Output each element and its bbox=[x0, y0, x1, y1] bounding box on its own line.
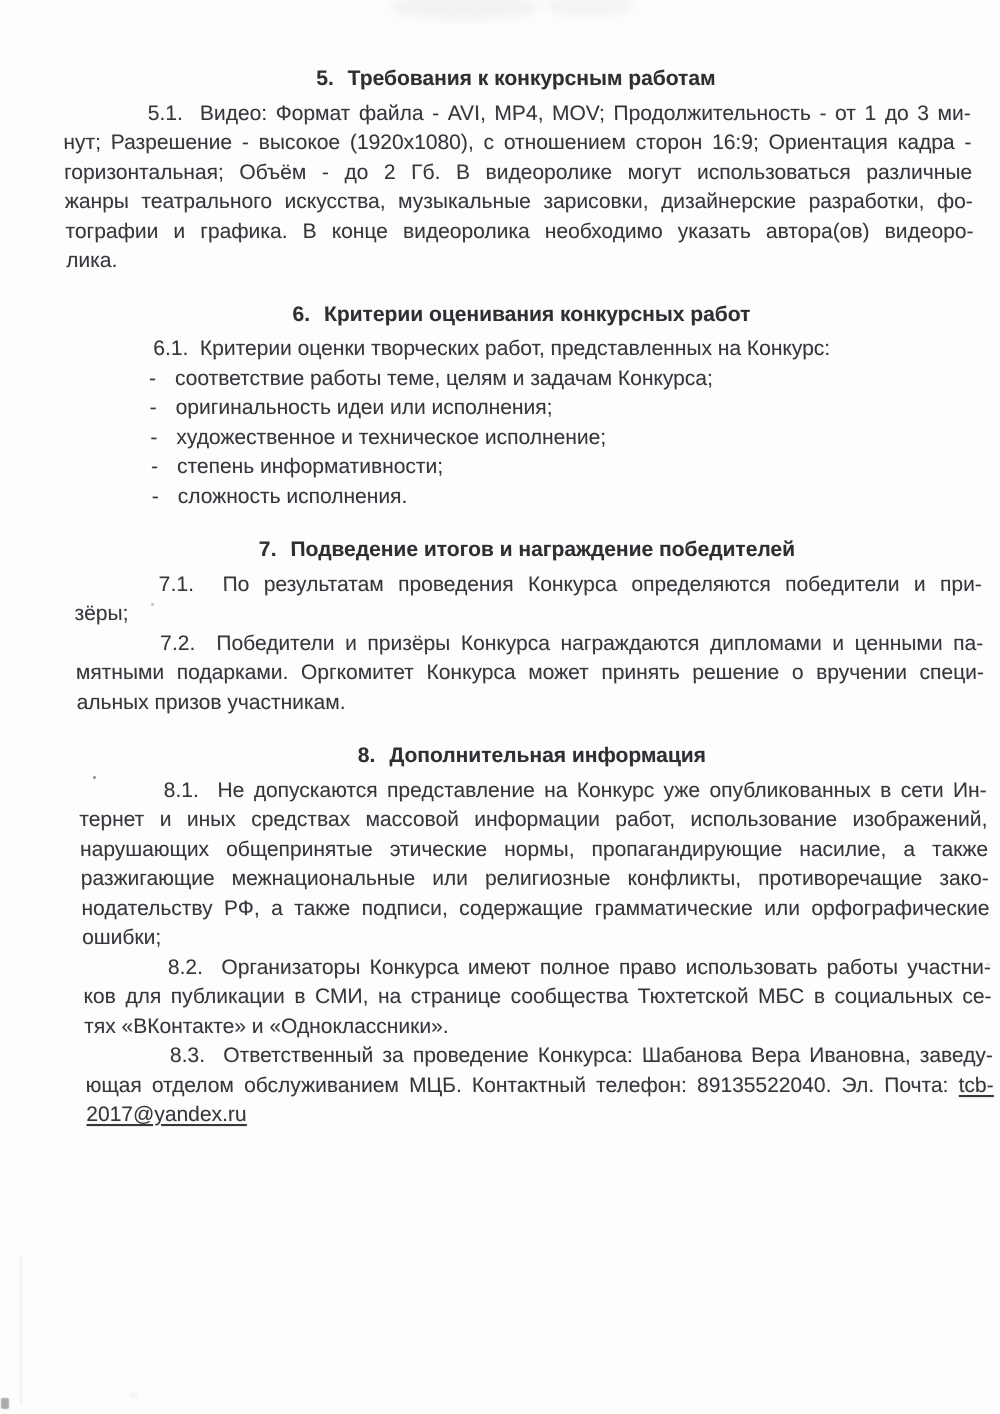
clause-6-1 bbox=[68, 334, 977, 364]
dash-bullet: - bbox=[149, 396, 157, 419]
text-line: жанры театрального искусства, музыкальные зарисовки, дизайнерские разработки, фо- bbox=[64, 190, 974, 213]
clause-5-1 bbox=[62, 99, 974, 276]
text-line: альных призов участникам. bbox=[76, 690, 346, 714]
text-line: ошибки; bbox=[81, 926, 162, 949]
clause-8-2 bbox=[82, 953, 992, 1042]
section-number: 6. bbox=[292, 302, 311, 326]
clause-7-1 bbox=[73, 570, 982, 629]
text-line: нут; Разрешение - высокое (1920х1080), с отношением сторон 16:9; Ориентация кадра - bbox=[63, 131, 972, 154]
bullet-text: сложность исполнения. bbox=[177, 484, 408, 508]
dash-bullet: - bbox=[150, 425, 158, 449]
scan-artifact bbox=[20, 1255, 22, 1405]
bullet-text: соответствие работы теме, целям и задачам Конкурса; bbox=[174, 366, 714, 390]
text-line: разжигающие межнациональные или религиозные конфликты, противоречащие зако- bbox=[80, 867, 989, 890]
text-line: 7.1. По результатам проведения Конкурса определяются победители и при- bbox=[158, 572, 983, 596]
section-title: Подведение итогов и награждение победителей bbox=[290, 538, 796, 561]
text-fragment: ющая отделом обслуживанием МЦБ. Контактный телефон: 89135522040. Эл. Почта: bbox=[85, 1073, 959, 1097]
section-7 bbox=[73, 535, 985, 717]
text-line: 5.1. Видео: Формат файла - AVI, MP4, MOV; Продолжительность - от 1 до 3 ми- bbox=[147, 101, 971, 125]
text-line: тернет и иных средствах массовой информации работ, использование изображений, bbox=[79, 808, 988, 831]
text-line: горизонтальная; Объём - до 2 Гб. В видеоролике могут использоваться различные bbox=[63, 160, 973, 184]
bullet-text: оригинальность идеи или исполнения; bbox=[175, 396, 553, 419]
section-number: 8. bbox=[357, 744, 376, 767]
text-line: тографии и графика. В конце видеоролика необходимо указать автора(ов) видеоро- bbox=[65, 219, 974, 243]
section-7-heading bbox=[73, 535, 982, 565]
section-8-heading bbox=[77, 741, 986, 771]
email-link: 2017@yandex.ru bbox=[85, 1103, 247, 1126]
document-body bbox=[60, 0, 995, 1130]
bullet-item bbox=[69, 393, 978, 423]
text-line: нарушающих общепринятые этические нормы, пропагандирующие насилие, а также bbox=[79, 837, 989, 861]
text-line: 8.1. Не допускаются представление на Конкурс уже опубликованных в сети Ин- bbox=[163, 778, 987, 802]
clause-7-2 bbox=[75, 629, 985, 718]
text-line bbox=[86, 1100, 995, 1130]
clause-8-3 bbox=[85, 1041, 995, 1130]
section-5 bbox=[62, 64, 975, 276]
text-line: мятными подарками. Оргкомитет Конкурса может принять решение о вручении специ- bbox=[75, 661, 985, 684]
section-5-heading bbox=[62, 64, 971, 94]
bullet-text: степень информативности; bbox=[176, 455, 444, 478]
section-title: Дополнительная информация bbox=[388, 744, 707, 767]
text-line bbox=[85, 1071, 994, 1101]
bullet-text: художественное и техническое исполнение; bbox=[176, 425, 607, 449]
text-line: нодательству РФ, а также подписи, содержащие грамматические или орфографические bbox=[81, 896, 990, 920]
text-line: зёры; bbox=[74, 602, 129, 625]
text-line: 8.2. Организаторы Конкурса имеют полное право использовать работы участни- bbox=[167, 955, 992, 979]
section-title: Требования к конкурсным работам bbox=[347, 67, 716, 90]
scan-artifact bbox=[1, 1398, 9, 1409]
section-number: 5. bbox=[315, 67, 334, 90]
section-6 bbox=[67, 300, 980, 512]
text-line: ков для публикации в СМИ, на странице сообщества Тюхтетской МБС в социальных се- bbox=[83, 985, 992, 1008]
section-title: Критерии оценивания конкурсных работ bbox=[323, 302, 751, 326]
section-number: 7. bbox=[258, 538, 277, 561]
section-8 bbox=[77, 741, 994, 1130]
text-line: тях «ВКонтакте» и «Одноклассники». bbox=[83, 1014, 449, 1038]
dash-bullet: - bbox=[148, 366, 157, 390]
bullet-item bbox=[70, 423, 979, 453]
text-line: 6.1. Критерии оценки творческих работ, представленных на Конкурс: bbox=[152, 337, 831, 360]
clause-8-1 bbox=[78, 776, 990, 953]
text-line: 7.2. Победители и призёры Конкурса награждаются дипломами и ценными па- bbox=[159, 631, 984, 655]
text-line: лика. bbox=[65, 249, 118, 272]
bullet-item bbox=[71, 482, 980, 512]
section-6-heading bbox=[67, 300, 976, 330]
scan-artifact bbox=[130, 1393, 138, 1397]
bullet-item bbox=[71, 452, 980, 482]
dash-bullet: - bbox=[151, 484, 159, 508]
dash-bullet: - bbox=[150, 455, 159, 478]
text-line: 8.3. Ответственный за проведение Конкурса: Шабанова Вера Ивановна, заведу- bbox=[169, 1044, 994, 1067]
email-link: tcb- bbox=[958, 1073, 994, 1097]
bullet-item bbox=[69, 364, 978, 394]
